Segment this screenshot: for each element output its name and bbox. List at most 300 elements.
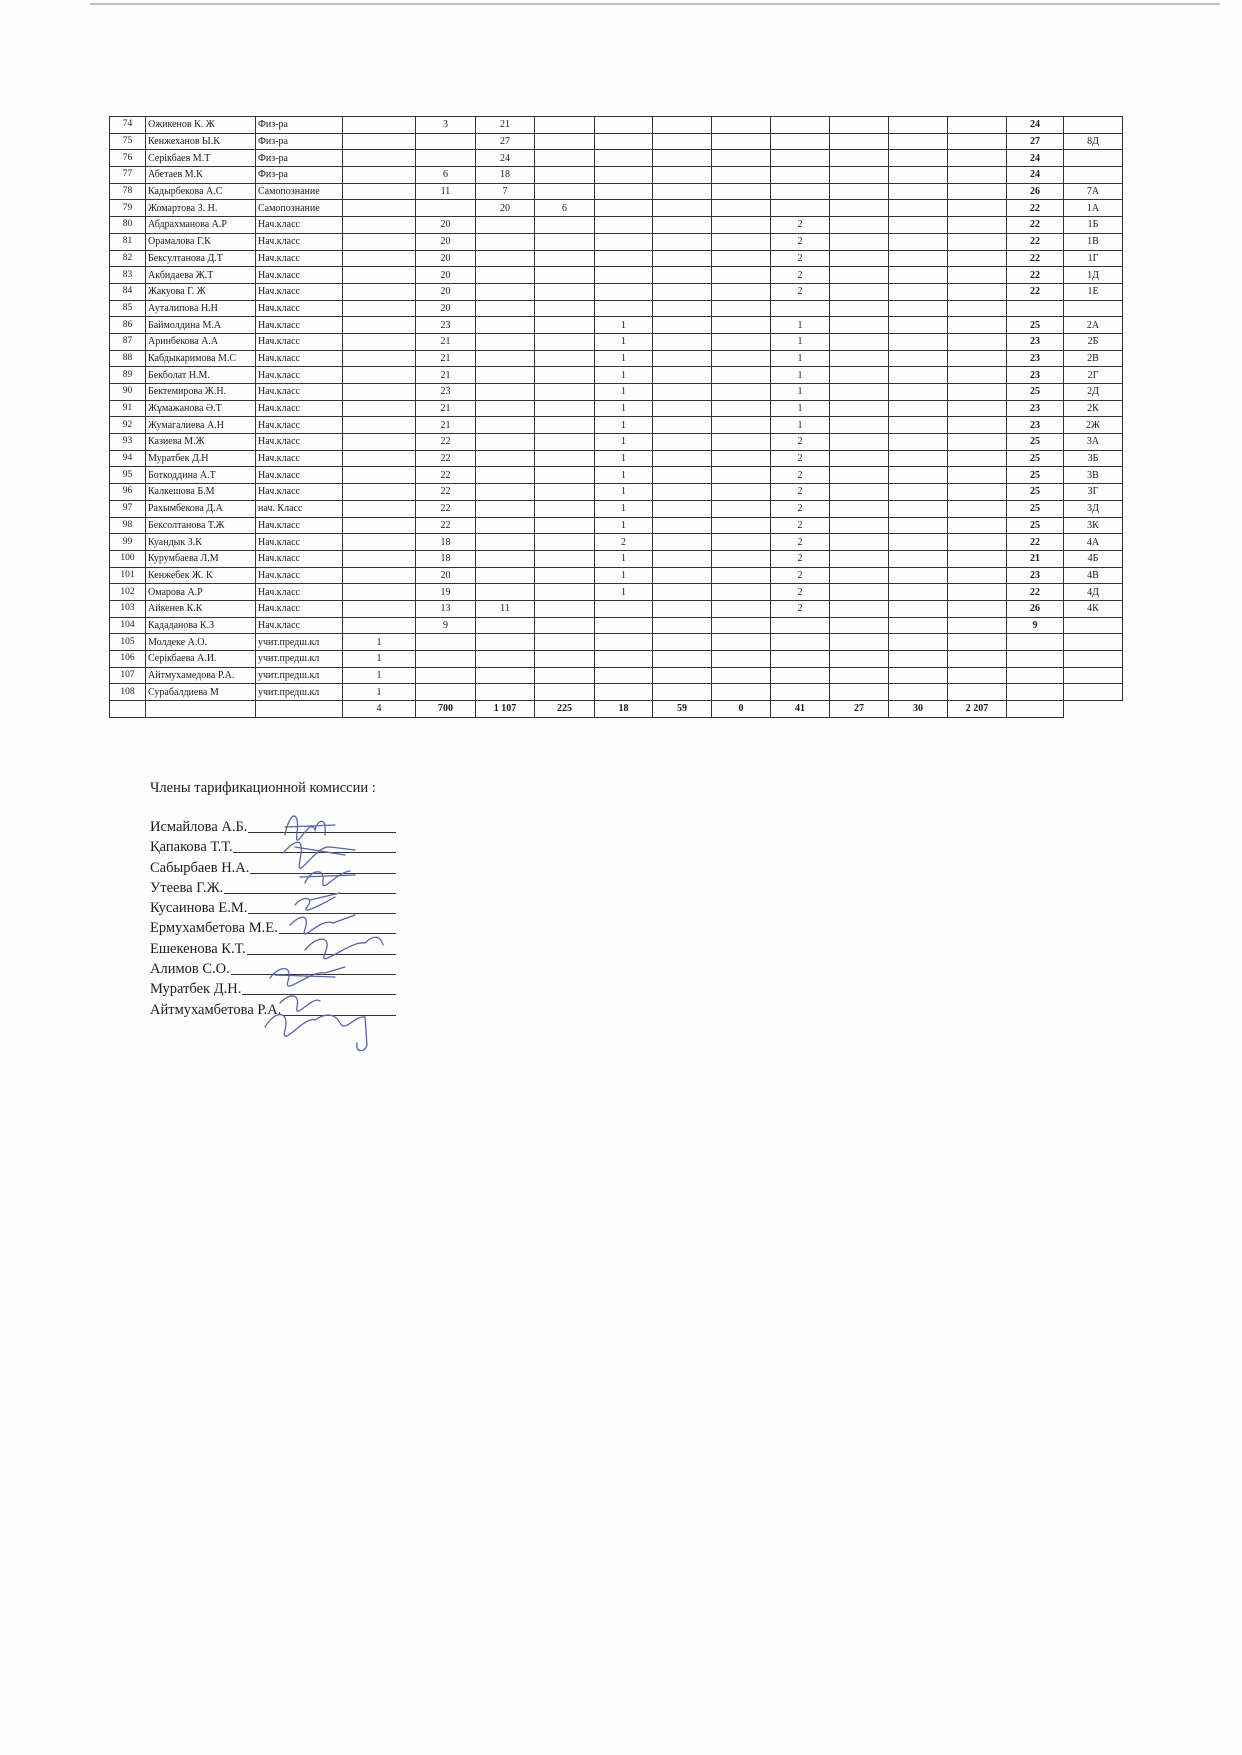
hours-cell xyxy=(948,534,1007,551)
hours-cell xyxy=(595,150,653,167)
hours-cell xyxy=(712,133,771,150)
hours-cell xyxy=(476,317,535,334)
hours-cell xyxy=(712,584,771,601)
hours-cell xyxy=(948,500,1007,517)
row-number: 85 xyxy=(110,300,146,317)
table-row xyxy=(110,200,1123,217)
hours-cell xyxy=(830,367,889,384)
hours-cell: 1 xyxy=(595,400,653,417)
hours-cell xyxy=(343,183,416,200)
teacher-name: Серікбаева А.И. xyxy=(146,651,256,668)
hours-cell: 22 xyxy=(416,500,476,517)
hours-cell xyxy=(595,250,653,267)
hours-cell xyxy=(535,550,595,567)
class-name: 2А xyxy=(1064,317,1123,334)
hours-cell xyxy=(771,200,830,217)
row-number: 100 xyxy=(110,550,146,567)
hours-cell xyxy=(535,167,595,184)
hours-cell xyxy=(889,417,948,434)
hours-cell xyxy=(712,317,771,334)
total-hours: 22 xyxy=(1007,217,1064,234)
hours-cell xyxy=(653,651,712,668)
hours-cell xyxy=(712,550,771,567)
total-hours: 25 xyxy=(1007,384,1064,401)
hours-cell xyxy=(948,400,1007,417)
hours-cell xyxy=(830,484,889,501)
subject: Нач.класс xyxy=(256,267,343,284)
hours-cell xyxy=(476,217,535,234)
subject: Физ-ра xyxy=(256,167,343,184)
hours-cell xyxy=(653,183,712,200)
hours-cell xyxy=(476,534,535,551)
hours-cell: 1 xyxy=(595,517,653,534)
hours-cell xyxy=(343,267,416,284)
hours-cell: 20 xyxy=(476,200,535,217)
subject: Нач.класс xyxy=(256,617,343,634)
subject: Нач.класс xyxy=(256,300,343,317)
hours-cell xyxy=(712,200,771,217)
class-name: 2К xyxy=(1064,400,1123,417)
hours-cell xyxy=(476,467,535,484)
teacher-name: Куандык З.К xyxy=(146,534,256,551)
hours-cell xyxy=(889,584,948,601)
total-hours xyxy=(1007,300,1064,317)
hours-cell xyxy=(830,317,889,334)
hours-cell xyxy=(595,167,653,184)
total-hours: 21 xyxy=(1007,550,1064,567)
hours-cell xyxy=(343,534,416,551)
total-hours: 23 xyxy=(1007,417,1064,434)
subject: Самопознание xyxy=(256,183,343,200)
total-hours: 22 xyxy=(1007,250,1064,267)
hours-cell xyxy=(653,300,712,317)
hours-cell xyxy=(535,400,595,417)
hours-cell xyxy=(653,617,712,634)
column-total: 225 xyxy=(535,701,595,718)
hours-cell xyxy=(889,200,948,217)
hours-cell xyxy=(712,651,771,668)
hours-cell xyxy=(830,217,889,234)
hours-cell xyxy=(889,517,948,534)
row-number: 105 xyxy=(110,634,146,651)
hours-cell xyxy=(535,617,595,634)
member-name: Алимов С.О. xyxy=(150,961,230,978)
class-name xyxy=(1064,117,1123,134)
hours-cell xyxy=(535,434,595,451)
hours-cell xyxy=(830,517,889,534)
hours-cell: 1 xyxy=(343,651,416,668)
row-number: 77 xyxy=(110,167,146,184)
hours-cell xyxy=(712,417,771,434)
subject: Нач.класс xyxy=(256,283,343,300)
hours-cell xyxy=(476,384,535,401)
hours-cell xyxy=(889,333,948,350)
table-row xyxy=(110,167,1123,184)
hours-cell xyxy=(948,434,1007,451)
hours-cell xyxy=(343,133,416,150)
teacher-name: Айкенев К.К xyxy=(146,600,256,617)
hours-cell xyxy=(535,484,595,501)
hours-cell xyxy=(343,434,416,451)
hours-cell xyxy=(889,167,948,184)
hours-cell xyxy=(948,600,1007,617)
class-name: 8Д xyxy=(1064,133,1123,150)
total-hours: 9 xyxy=(1007,617,1064,634)
hours-cell xyxy=(653,233,712,250)
hours-cell xyxy=(476,651,535,668)
hours-cell: 2 xyxy=(771,450,830,467)
class-name xyxy=(1064,150,1123,167)
hours-cell xyxy=(771,150,830,167)
teacher-name: Бексултанова Д.Т xyxy=(146,250,256,267)
hours-cell xyxy=(595,283,653,300)
hours-cell xyxy=(830,233,889,250)
subject: Нач.класс xyxy=(256,250,343,267)
class-name: 4В xyxy=(1064,567,1123,584)
hours-cell xyxy=(712,517,771,534)
hours-cell: 27 xyxy=(476,133,535,150)
teacher-name: Кададанова К.З xyxy=(146,617,256,634)
hours-cell xyxy=(712,350,771,367)
hours-cell xyxy=(830,584,889,601)
hours-cell xyxy=(653,167,712,184)
hours-cell xyxy=(948,450,1007,467)
hours-cell: 1 xyxy=(595,584,653,601)
row-number: 86 xyxy=(110,317,146,334)
total-hours: 24 xyxy=(1007,150,1064,167)
teacher-name: Кенжебек Ж. К xyxy=(146,567,256,584)
hours-cell xyxy=(771,133,830,150)
hours-cell xyxy=(535,517,595,534)
hours-cell: 2 xyxy=(771,467,830,484)
class-name: 7А xyxy=(1064,183,1123,200)
class-name: 3Г xyxy=(1064,484,1123,501)
hours-cell xyxy=(653,384,712,401)
empty-cell xyxy=(110,701,146,718)
hours-cell xyxy=(343,233,416,250)
hours-cell xyxy=(712,634,771,651)
hours-cell xyxy=(712,384,771,401)
scan-top-edge xyxy=(90,3,1220,5)
total-hours: 25 xyxy=(1007,317,1064,334)
hours-cell xyxy=(948,684,1007,701)
hours-cell xyxy=(595,684,653,701)
teacher-name: Курумбаева Л.М xyxy=(146,550,256,567)
hours-cell xyxy=(948,517,1007,534)
table-row xyxy=(110,500,1123,517)
hours-cell: 18 xyxy=(416,534,476,551)
hours-cell xyxy=(889,484,948,501)
hours-cell: 21 xyxy=(416,333,476,350)
hours-cell: 11 xyxy=(416,183,476,200)
total-hours: 24 xyxy=(1007,167,1064,184)
member-name: Исмайлова А.Б. xyxy=(150,819,248,835)
hours-cell: 1 xyxy=(771,367,830,384)
hours-cell xyxy=(830,434,889,451)
hours-cell xyxy=(712,617,771,634)
table-row xyxy=(110,133,1123,150)
hours-cell xyxy=(535,651,595,668)
hours-cell: 2 xyxy=(771,267,830,284)
row-number: 91 xyxy=(110,400,146,417)
hours-cell xyxy=(712,300,771,317)
hours-cell: 20 xyxy=(416,217,476,234)
hours-cell xyxy=(889,217,948,234)
hours-cell xyxy=(712,484,771,501)
hours-cell xyxy=(595,300,653,317)
hours-cell xyxy=(948,634,1007,651)
teacher-name: Омарова А.Р xyxy=(146,584,256,601)
hours-cell xyxy=(476,400,535,417)
hours-cell: 23 xyxy=(416,317,476,334)
total-hours: 25 xyxy=(1007,484,1064,501)
hours-cell xyxy=(653,400,712,417)
class-name: 1В xyxy=(1064,233,1123,250)
hours-cell xyxy=(830,684,889,701)
hours-cell xyxy=(712,283,771,300)
row-number: 76 xyxy=(110,150,146,167)
subject: Нач.класс xyxy=(256,400,343,417)
hours-cell xyxy=(595,133,653,150)
class-name: 3А xyxy=(1064,434,1123,451)
hours-cell xyxy=(948,484,1007,501)
hours-cell xyxy=(535,384,595,401)
hours-cell xyxy=(889,133,948,150)
total-hours: 22 xyxy=(1007,233,1064,250)
hours-cell xyxy=(948,350,1007,367)
hours-cell xyxy=(948,200,1007,217)
class-name: 2Ж xyxy=(1064,417,1123,434)
teacher-name: Аринбекова А.А xyxy=(146,333,256,350)
hours-cell xyxy=(889,600,948,617)
hours-cell xyxy=(948,183,1007,200)
total-hours: 25 xyxy=(1007,450,1064,467)
teacher-name: Муратбек Д.Н xyxy=(146,450,256,467)
subject: Нач.класс xyxy=(256,317,343,334)
row-number: 93 xyxy=(110,434,146,451)
hours-cell xyxy=(948,384,1007,401)
hours-cell xyxy=(889,367,948,384)
hours-cell xyxy=(830,283,889,300)
total-hours: 23 xyxy=(1007,367,1064,384)
hours-cell xyxy=(712,500,771,517)
hours-cell xyxy=(712,367,771,384)
hours-cell: 1 xyxy=(595,500,653,517)
column-total: 18 xyxy=(595,701,653,718)
table-row xyxy=(110,150,1123,167)
column-total: 41 xyxy=(771,701,830,718)
table-row xyxy=(110,634,1123,651)
hours-cell xyxy=(535,584,595,601)
teacher-name: Молдеке А.О. xyxy=(146,634,256,651)
row-number: 74 xyxy=(110,117,146,134)
table-row xyxy=(110,283,1123,300)
teacher-name: Баймолдина М.А xyxy=(146,317,256,334)
table-row xyxy=(110,367,1123,384)
total-hours xyxy=(1007,651,1064,668)
hours-cell xyxy=(948,333,1007,350)
teacher-name: Боткоддина А.Т xyxy=(146,467,256,484)
table-row xyxy=(110,400,1123,417)
hours-cell xyxy=(476,350,535,367)
class-name: 4Д xyxy=(1064,584,1123,601)
subject: Нач.класс xyxy=(256,417,343,434)
hours-cell: 22 xyxy=(416,450,476,467)
commission-title: Члены тарификационной комиссии : xyxy=(150,780,376,796)
hours-cell: 2 xyxy=(771,550,830,567)
hours-cell xyxy=(595,117,653,134)
table-row xyxy=(110,684,1123,701)
hours-cell xyxy=(948,617,1007,634)
hours-cell xyxy=(771,667,830,684)
hours-cell: 1 xyxy=(595,484,653,501)
hours-cell: 19 xyxy=(416,584,476,601)
total-hours: 27 xyxy=(1007,133,1064,150)
subject: Физ-ра xyxy=(256,133,343,150)
hours-cell: 2 xyxy=(771,600,830,617)
hours-cell: 22 xyxy=(416,517,476,534)
table-row xyxy=(110,450,1123,467)
subject: учит.предш.кл xyxy=(256,667,343,684)
hours-cell xyxy=(948,150,1007,167)
class-name: 2Д xyxy=(1064,384,1123,401)
row-number: 94 xyxy=(110,450,146,467)
subject: Физ-ра xyxy=(256,150,343,167)
total-hours: 24 xyxy=(1007,117,1064,134)
teacher-name: Акбидаева Ж.Т xyxy=(146,267,256,284)
hours-cell: 6 xyxy=(416,167,476,184)
hours-cell xyxy=(535,634,595,651)
row-number: 96 xyxy=(110,484,146,501)
hours-cell xyxy=(343,350,416,367)
hours-cell xyxy=(948,567,1007,584)
class-name: 2Б xyxy=(1064,333,1123,350)
teacher-name: Жұмажанова Ә.Т xyxy=(146,400,256,417)
teacher-name: Бекболат Н.М. xyxy=(146,367,256,384)
hours-cell xyxy=(712,233,771,250)
member-name: Ешекенова К.Т. xyxy=(150,940,246,957)
hours-cell: 2 xyxy=(771,434,830,451)
hours-cell xyxy=(948,317,1007,334)
hours-cell xyxy=(343,117,416,134)
row-number: 88 xyxy=(110,350,146,367)
subject: Нач.класс xyxy=(256,534,343,551)
hours-cell xyxy=(343,417,416,434)
hours-cell xyxy=(889,150,948,167)
total-hours: 25 xyxy=(1007,467,1064,484)
total-hours: 22 xyxy=(1007,534,1064,551)
total-hours: 23 xyxy=(1007,400,1064,417)
hours-cell: 11 xyxy=(476,600,535,617)
hours-cell: 2 xyxy=(771,534,830,551)
class-name xyxy=(1064,634,1123,651)
column-total: 2 207 xyxy=(948,701,1007,718)
hours-cell xyxy=(712,600,771,617)
hours-cell: 1 xyxy=(343,667,416,684)
hours-cell xyxy=(476,484,535,501)
hours-cell xyxy=(889,450,948,467)
hours-cell xyxy=(535,183,595,200)
hours-cell xyxy=(476,567,535,584)
table-row xyxy=(110,233,1123,250)
hours-cell xyxy=(343,567,416,584)
hours-cell xyxy=(535,283,595,300)
hours-cell: 21 xyxy=(416,367,476,384)
teacher-name: Калкешова Б.М xyxy=(146,484,256,501)
hours-cell: 1 xyxy=(771,333,830,350)
hours-cell xyxy=(535,267,595,284)
hours-cell: 24 xyxy=(476,150,535,167)
hours-cell: 1 xyxy=(595,367,653,384)
hours-cell xyxy=(712,267,771,284)
hours-cell xyxy=(416,634,476,651)
hours-cell: 2 xyxy=(771,517,830,534)
class-name xyxy=(1064,651,1123,668)
hours-cell xyxy=(535,333,595,350)
subject: Нач.класс xyxy=(256,333,343,350)
hours-cell xyxy=(830,567,889,584)
hours-cell xyxy=(653,484,712,501)
hours-cell xyxy=(416,684,476,701)
hours-cell: 1 xyxy=(595,467,653,484)
teacher-name: Ауталипова Н.Н xyxy=(146,300,256,317)
hours-cell xyxy=(343,200,416,217)
hours-cell xyxy=(889,183,948,200)
hours-cell xyxy=(771,684,830,701)
hours-cell xyxy=(889,250,948,267)
class-name: 3Б xyxy=(1064,450,1123,467)
row-number: 81 xyxy=(110,233,146,250)
teacher-name: Бексолтанова Т.Ж xyxy=(146,517,256,534)
table-row xyxy=(110,250,1123,267)
hours-cell xyxy=(653,250,712,267)
hours-cell xyxy=(343,283,416,300)
class-name: 4К xyxy=(1064,600,1123,617)
hours-cell xyxy=(948,467,1007,484)
table-row xyxy=(110,600,1123,617)
hours-cell xyxy=(476,233,535,250)
hours-cell xyxy=(535,150,595,167)
column-total: 59 xyxy=(653,701,712,718)
hours-cell xyxy=(948,417,1007,434)
teacher-name: Кадырбекова А.С xyxy=(146,183,256,200)
table-row xyxy=(110,517,1123,534)
hours-cell xyxy=(712,684,771,701)
total-hours: 23 xyxy=(1007,333,1064,350)
hours-cell: 7 xyxy=(476,183,535,200)
row-number: 79 xyxy=(110,200,146,217)
hours-cell xyxy=(535,367,595,384)
table-row xyxy=(110,617,1123,634)
hours-cell: 1 xyxy=(595,550,653,567)
hours-cell xyxy=(948,300,1007,317)
hours-cell xyxy=(712,333,771,350)
hours-cell xyxy=(476,684,535,701)
teacher-name: Абдрахманова А.Р xyxy=(146,217,256,234)
hours-cell xyxy=(653,117,712,134)
hours-cell: 6 xyxy=(535,200,595,217)
hours-cell xyxy=(948,367,1007,384)
hours-cell xyxy=(830,600,889,617)
row-number: 83 xyxy=(110,267,146,284)
class-name xyxy=(1064,167,1123,184)
teacher-name: Сурабалдиева М xyxy=(146,684,256,701)
hours-cell xyxy=(653,217,712,234)
hours-cell xyxy=(476,617,535,634)
table-row xyxy=(110,667,1123,684)
hours-cell xyxy=(948,283,1007,300)
hours-cell xyxy=(771,651,830,668)
